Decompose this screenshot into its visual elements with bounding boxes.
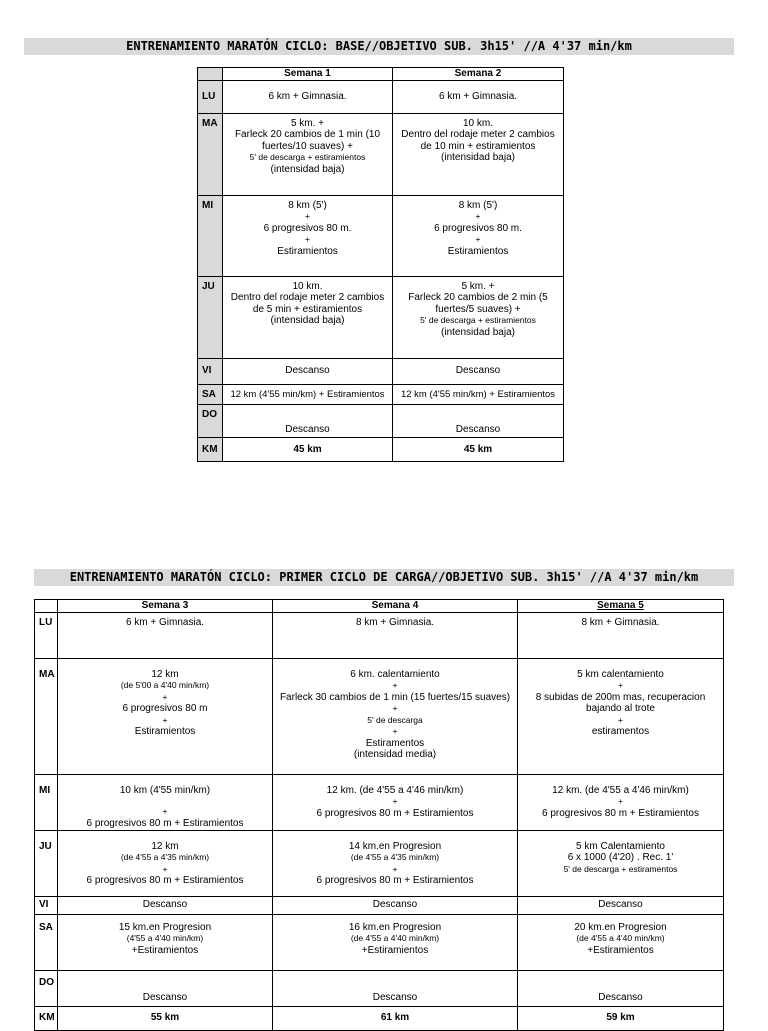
day-label: SA [198, 384, 223, 405]
table-row [35, 774, 724, 830]
workout-cell: 5 km Calentamiento 6 x 1000 (4'20) . Rec. 1' 5' de descarga + estiramentos [518, 830, 724, 896]
table-row [198, 113, 564, 195]
day-label: DO [35, 970, 58, 1006]
workout-cell: 6 km. calentamiento + Farleck 30 cambios de 1 min (15 fuertes/15 suaves) + 5' de descarga + Estiramentos (intensidad media) [273, 658, 518, 774]
workout-cell: Descanso [223, 405, 393, 438]
day-label: VI [35, 896, 58, 914]
workout-cell: 5 km calentamiento + 8 subidas de 200m mas, recuperacion bajando al trote + estiramentos [518, 658, 724, 774]
day-label: KM [198, 438, 223, 462]
workout-cell: 12 km. (de 4'55 a 4'46 min/km) + 6 progresivos 80 m + Estiramientos [518, 774, 724, 830]
table-row [198, 405, 564, 438]
workout-cell: 15 km.en Progresion (4'55 a 4'40 min/km) +Estiramientos [58, 914, 273, 970]
corner-cell [35, 600, 58, 613]
table-row [198, 276, 564, 358]
day-label: MI [198, 195, 223, 276]
workout-cell: 8 km (5') + 6 progresivos 80 m. + Estiramientos [223, 195, 393, 276]
day-label: LU [198, 80, 223, 113]
workout-cell: 12 km (de 4'55 a 4'35 min/km) + 6 progresivos 80 m + Estiramientos [58, 830, 273, 896]
workout-cell: 12 km (4'55 min/km) + Estiramientos [223, 384, 393, 405]
table-row [35, 830, 724, 896]
table-row [198, 384, 564, 405]
table-row [35, 612, 724, 658]
day-label: VI [198, 358, 223, 384]
day-label: MA [198, 113, 223, 195]
workout-cell: Descanso [393, 405, 564, 438]
workout-cell: Descanso [58, 970, 273, 1006]
workout-cell: 12 km (4'55 min/km) + Estiramientos [393, 384, 564, 405]
table1-title: ENTRENAMIENTO MARATÓN CICLO: BASE//OBJETIVO SUB. 3h15' //A 4'37 min/km [24, 38, 734, 55]
km-total: 59 km [518, 1006, 724, 1030]
workout-cell: Descanso [273, 896, 518, 914]
table-row [35, 658, 724, 774]
workout-cell: 6 km + Gimnasia. [223, 80, 393, 113]
workout-cell: 16 km.en Progresion (de 4'55 a 4'40 min/km) +Estiramientos [273, 914, 518, 970]
workout-cell: 10 km (4'55 min/km) + 6 progresivos 80 m + Estiramientos [58, 774, 273, 830]
table-row [198, 438, 564, 462]
km-total: 45 km [393, 438, 564, 462]
workout-cell: 6 km + Gimnasia. [58, 612, 273, 658]
workout-cell: 5 km. + Farleck 20 cambios de 2 min (5 fuertes/5 suaves) + 5' de descarga + estiramientos (intensidad baja) [393, 276, 564, 358]
workout-cell: Descanso [393, 358, 564, 384]
workout-cell: Descanso [273, 970, 518, 1006]
workout-cell: 14 km.en Progresion (de 4'55 a 4'35 min/km) + 6 progresivos 80 m + Estiramientos [273, 830, 518, 896]
km-total: 45 km [223, 438, 393, 462]
workout-cell: Descanso [223, 358, 393, 384]
day-label: KM [35, 1006, 58, 1030]
day-label: MA [35, 658, 58, 774]
table-row [198, 195, 564, 276]
week-header: Semana 4 [273, 600, 518, 613]
workout-cell: 8 km + Gimnasia. [273, 612, 518, 658]
day-label: JU [35, 830, 58, 896]
table1 [197, 67, 564, 462]
week-header: Semana 5 [518, 600, 724, 613]
week-header: Semana 3 [58, 600, 273, 613]
workout-cell: Descanso [518, 970, 724, 1006]
workout-cell: 12 km (de 5'00 a 4'40 min/km) + 6 progresivos 80 m + Estiramientos [58, 658, 273, 774]
workout-cell: 10 km. Dentro del rodaje meter 2 cambios de 10 min + estiramientos (intensidad baja) [393, 113, 564, 195]
workout-cell: 8 km (5') + 6 progresivos 80 m. + Estiramientos [393, 195, 564, 276]
table-row [35, 896, 724, 914]
day-label: SA [35, 914, 58, 970]
table2-header-row [35, 600, 724, 613]
day-label: MI [35, 774, 58, 830]
workout-cell: Descanso [518, 896, 724, 914]
km-total: 61 km [273, 1006, 518, 1030]
table1-header-row [198, 68, 564, 81]
day-label: JU [198, 276, 223, 358]
table-row [35, 914, 724, 970]
table-row [198, 358, 564, 384]
table-row [35, 970, 724, 1006]
workout-cell: Descanso [58, 896, 273, 914]
table2 [34, 599, 724, 1031]
week-header: Semana 2 [393, 68, 564, 81]
day-label: DO [198, 405, 223, 438]
day-label: LU [35, 612, 58, 658]
corner-cell [198, 68, 223, 81]
table-row [198, 80, 564, 113]
workout-cell: 12 km. (de 4'55 a 4'46 min/km) + 6 progresivos 80 m + Estiramientos [273, 774, 518, 830]
workout-cell: 6 km + Gimnasia. [393, 80, 564, 113]
workout-cell: 10 km. Dentro del rodaje meter 2 cambios de 5 min + estiramientos (intensidad baja) [223, 276, 393, 358]
km-total: 55 km [58, 1006, 273, 1030]
table2-title: ENTRENAMIENTO MARATÓN CICLO: PRIMER CICLO DE CARGA//OBJETIVO SUB. 3h15' //A 4'37 min/km [34, 569, 734, 586]
workout-cell: 20 km.en Progresion (de 4'55 a 4'40 min/km) +Estiramientos [518, 914, 724, 970]
week-header: Semana 1 [223, 68, 393, 81]
table-row [35, 1006, 724, 1030]
workout-cell: 5 km. + Farleck 20 cambios de 1 min (10 fuertes/10 suaves) + 5' de descarga + estiramientos (intensidad baja) [223, 113, 393, 195]
workout-cell: 8 km + Gimnasia. [518, 612, 724, 658]
